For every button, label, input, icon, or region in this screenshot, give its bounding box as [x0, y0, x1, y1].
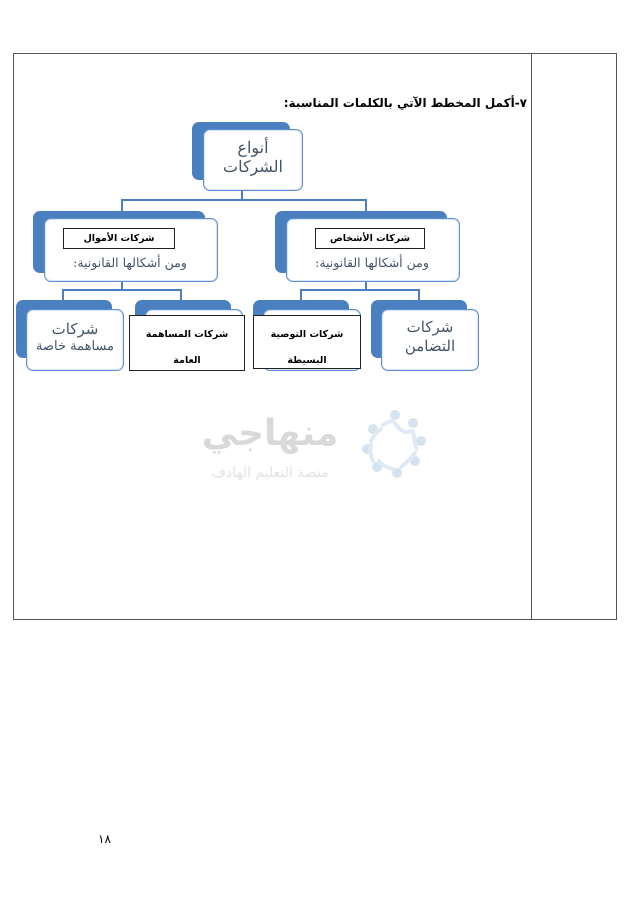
right-child-2-line-2: البسيطة: [287, 355, 327, 366]
right-branch-node: [286, 218, 460, 282]
connector-root-horizontal: [121, 199, 367, 201]
left-child-2-line-1: شركات: [51, 320, 99, 338]
connector-left-sub-horizontal: [62, 289, 182, 291]
right-child-1-node: [381, 309, 479, 371]
left-branch-node: [44, 218, 218, 282]
left-child-1-line-2: العامة: [173, 355, 201, 366]
root-line-1: أنواع: [237, 138, 269, 157]
left-branch-caption: ومن أشكالها القانونية:: [73, 255, 187, 270]
left-child-1-answer: [129, 315, 245, 371]
left-child-2-node: [26, 309, 124, 371]
watermark: [195, 405, 440, 495]
page-number: ١٨: [98, 832, 111, 846]
question-text: ٧-أكمل المخطط الآتي بالكلمات المناسبة:: [283, 96, 527, 110]
watermark-tagline: منصة التعليم الهادف: [211, 465, 329, 481]
right-child-2-line-1: شركات التوصية: [270, 329, 344, 340]
left-branch-answer: شركات الأموال: [63, 228, 175, 249]
watermark-brand: منهاجي: [201, 413, 339, 454]
root-node: [203, 129, 303, 191]
left-child-2-line-2: مساهمة خاصة: [36, 339, 114, 354]
connector-right-sub-horizontal: [300, 289, 420, 291]
right-child-1-line-1: شركات: [406, 318, 454, 336]
right-child-1-line-2: التضامن: [404, 337, 456, 355]
left-child-1-line-1: شركات المساهمة: [145, 329, 229, 340]
right-branch-caption: ومن أشكالها القانونية:: [315, 255, 429, 270]
root-line-2: الشركات: [223, 157, 283, 176]
watermark-logo-icon: [355, 405, 435, 491]
table-column-divider: [531, 53, 532, 620]
right-branch-answer: شركات الأشخاص: [315, 228, 425, 249]
right-child-2-answer: [253, 315, 361, 369]
